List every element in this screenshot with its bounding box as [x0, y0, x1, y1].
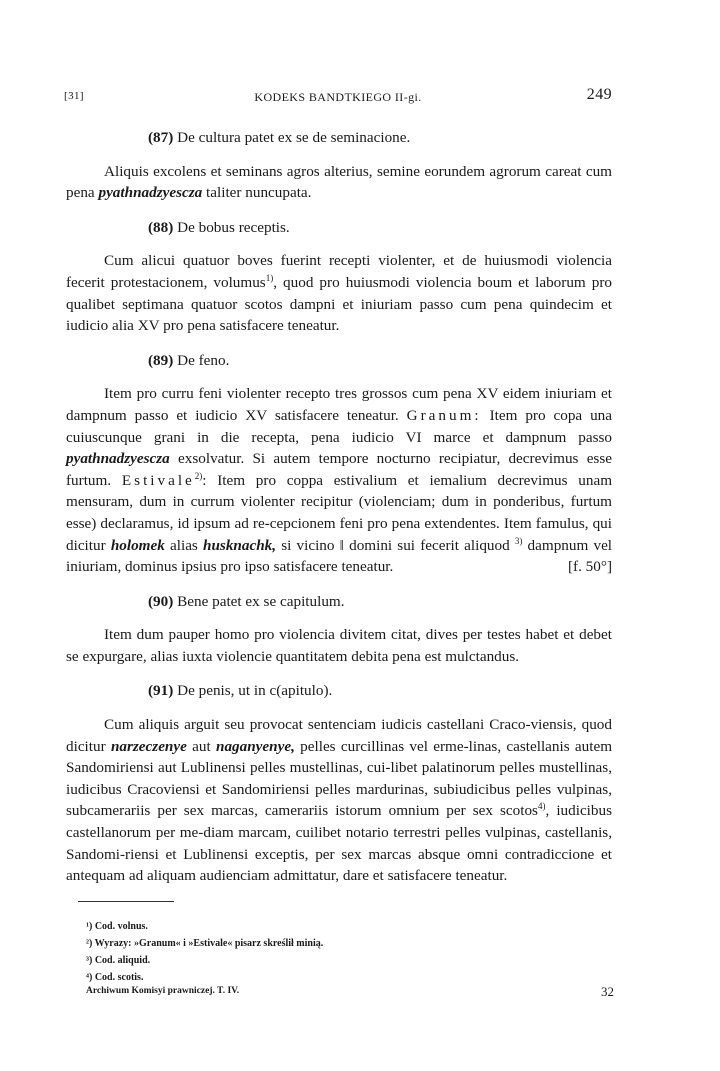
page-number: 249 — [586, 86, 612, 103]
section-heading: (87) De cultura patet ex se de seminacione. — [148, 129, 411, 146]
footnote-4: ⁴) Cod. scotis. — [86, 972, 144, 983]
original-page-number: [31] — [64, 90, 84, 102]
folio-reference: [f. 50°] — [567, 558, 612, 576]
polish-term: pyathnadzyescza — [66, 450, 170, 468]
polish-term: holomek — [110, 536, 165, 554]
section-heading: (91) De penis, ut in c(apitulo). — [148, 682, 333, 700]
section-heading: (88) De bobus receptis. — [148, 218, 290, 236]
section-heading: (90) Bene patet ex se capitulum. — [148, 592, 345, 610]
body-text — [66, 127, 612, 900]
footnote-2: ²) Wyrazy: »Granum« i »Estivale« pisarz skreślił minią. — [86, 938, 324, 949]
footnote-ref: 2) — [194, 470, 203, 481]
section-heading: (89) De feno. — [148, 351, 230, 369]
section-91 — [66, 680, 612, 886]
section-paragraph: Cum alicui quatuor boves fuerint recepti violenter, et de huiusmodi violencia fecerit protestacionem, volumus$^{1)}$, quod pro huiusmodi violencia boum et laborum pro qualibet septimana quatuor scotos dampni et iniuriam passo cum pena quindecim et iudicio alia XV pro pena satisfacere teneatur. — [66, 252, 613, 335]
book-title: KODEKS BANDTKIEGO II-gi. — [254, 90, 422, 104]
section-paragraph: Cum aliquis arguit seu provocat sentenciam iudicis castellani Craco-viensis, quod dicitur narzeczenye aut naganyenye, pelles curcillinas vel erme-linas, castellanis autem Sandomiriensi aut Lublinensi pelles mustellinas, cui-libet palatinorum pelles mustellinas, iudicibus Cracoviensi et Sandomiriensi pelles mardurinas, subiudicibus pelles vulpinas, subcamerariis per sex marcas, camerariis istorum omnium per sex scotos$^{4)}$, iudicibus castellanorum per me-diam marcam, cuilibet notario terrestri pelles vulpinas, castellanis, Sandomi-riensi et Lublinensi exceptis, per sex marcas absque omni contradiccione et antequam ad aliquam audienciam admittatur, dare et satisfacere teneatur. — [66, 716, 613, 885]
section-90 — [66, 591, 612, 668]
footnote-3: ³) Cod. aliquid. — [86, 955, 151, 966]
polish-term: pyathnadzyescza — [98, 184, 203, 202]
series-title: Archiwum Komisyi prawniczej. T. IV. — [86, 986, 240, 996]
polish-term: narzeczenye — [110, 737, 187, 755]
footnote-ref: 3) — [514, 535, 523, 546]
section-paragraph: Aliquis excolens et seminans agros alterius, semine eorundem agrorum careat cum pena pyathnadzyescza taliter nuncupata. — [66, 162, 612, 202]
section-88 — [66, 217, 612, 337]
polish-term: naganyenye, — [216, 737, 295, 755]
footnote-1: ¹) Cod. volnus. — [86, 921, 148, 932]
spaced-keyword: Estivale — [121, 471, 195, 489]
section-89 — [66, 350, 612, 578]
section-paragraph: Item dum pauper homo pro violencia divitem citat, dives per testes habet et debet se expurgare, alias iuxta violencie quantitatem debita pena est mulctandus. — [66, 626, 612, 665]
section-87 — [66, 127, 612, 204]
footnote-divider — [78, 901, 174, 902]
spaced-keyword: Granum: — [406, 406, 482, 424]
section-paragraph: Item pro curru feni violenter recepto tres grossos cum pena XV eidem iniuriam et dampnum passo et iudicio XV satisfacere teneatur. Granum: Item pro copa una cuiuscunque grani in die recepta, pena iudicio VI marce et dampnum passo pyathnadzyescza exsolvatur. Si autem tempore nocturno recipiatur, decrevimus esse furtum. Estivale$^{2)}$: Item pro coppa estivalium et iemalium decrevimus unam mensuram, dum in currum violenter recipitur (violenciam; dum in ponderibus, furtum esse) declaramus, id ipsum ad re-cepcionem feni pro pena extendentes. Item famulus, qui dicitur holomek alias husknachk, si vicino ‖ domini sui fecerit aliquod $^{3)}$ dampnum [f. 50°] vel iniuriam, dominus ipsius pro ipso satisfacere teneatur. — [66, 383, 612, 577]
polish-term: husknachk, — [203, 536, 277, 554]
footnote-ref: 4) — [537, 801, 546, 812]
footnote-ref: 1) — [265, 272, 274, 283]
signature-number: 32 — [601, 984, 614, 999]
page-footer — [86, 986, 614, 1004]
running-head — [64, 88, 612, 108]
footnotes — [86, 918, 606, 986]
